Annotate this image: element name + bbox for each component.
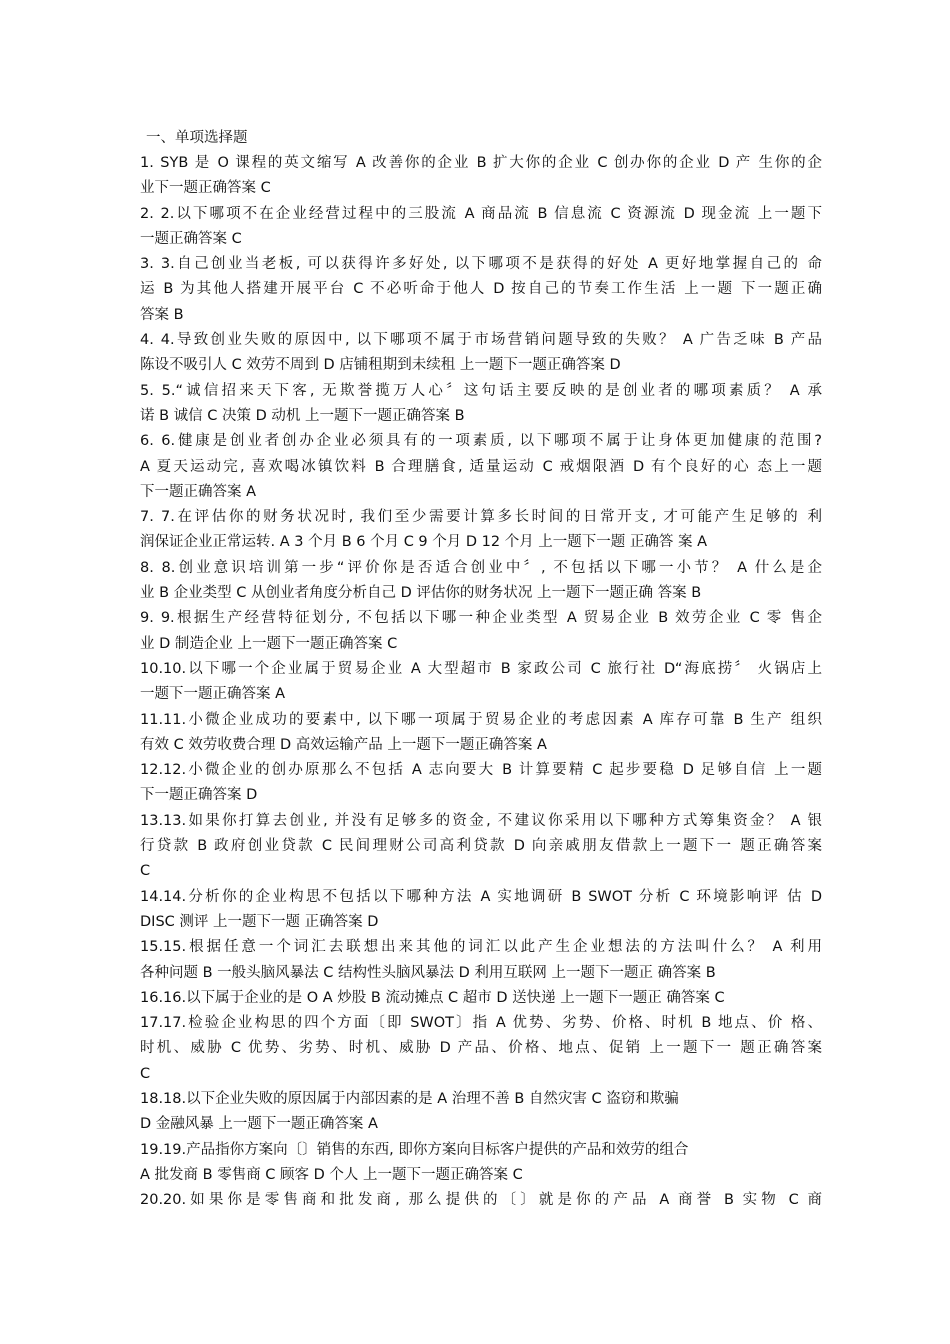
document-body xyxy=(140,126,822,1213)
text-line: 8. 8.创业意识培训第一步“评价你是否适合创业中〞, 不包括以下哪一小节？ A 什么是企 xyxy=(140,559,822,576)
text-line: 12.12.小微企业的创办原那么不包括 A 志向要大 B 计算要精 C 起步要稳 D 足够自信 上一题 xyxy=(140,762,822,779)
text-line: 14.14.分析你的企业构思不包括以下哪种方法 A 实地调研 B SWOT 分析 C 环境影响评 估 D xyxy=(140,888,822,905)
text-line: 润保证企业正常运转. A 3 个月 B 6 个月 C 9 个月 D 12 个月 上一题下一题 正确答 案 A xyxy=(140,534,708,551)
text-line: 业 D 制造企业 上一题下一题正确答案 C xyxy=(140,635,398,652)
section-title: 一、单项选择题 xyxy=(146,130,248,146)
text-line: 一题正确答案 C xyxy=(140,230,242,247)
text-line: 陈设不吸引人 C 效劳不周到 D 店铺租期到未续租 上一题下一题正确答案 D xyxy=(140,357,621,374)
text-line: A 批发商 B 零售商 C 顾客 D 个人 上一题下一题正确答案 C xyxy=(140,1166,523,1183)
text-line: 下一题正确答案 D xyxy=(140,787,258,804)
text-line: 运 B 为其他人搭建开展平台 C 不必听命于他人 D 按自己的节奏工作生活 上一题 下一题正确 xyxy=(140,281,822,298)
text-line: 19.19.产品指你方案向〔〕销售的东西, 即你方案向目标客户提供的产品和效劳的组合 xyxy=(140,1141,689,1158)
text-line: A 夏天运动完, 喜欢喝冰镇饮料 B 合理膳食, 适量运动 C 戒烟限酒 D 有个良好的心 态上一题 xyxy=(140,458,822,475)
text-line: 时机、威胁 C 优势、劣势、时机、威胁 D 产品、价格、地点、促销 上一题下一 题正确答案 xyxy=(140,1040,822,1057)
text-line: 17.17.检验企业构思的四个方面〔即 SWOT〕指 A 优势、劣势、价格、时机 B 地点、价 格、 xyxy=(140,1015,822,1032)
text-line: 4. 4.导致创业失败的原因中, 以下哪项不属于市场营销问题导致的失败？ A 广告乏味 B 产品 xyxy=(140,332,822,349)
text-line: 行贷款 B 政府创业贷款 C 民间理财公司高利贷款 D 向亲戚朋友借款上一题下一 题正确答案 xyxy=(140,838,822,855)
text-line: 9. 9.根据生产经营特征划分, 不包括以下哪一种企业类型 A 贸易企业 B 效劳企业 C 零 售企 xyxy=(140,610,822,627)
question-list xyxy=(140,151,822,1213)
text-line: D 金融风暴 上一题下一题正确答案 A xyxy=(140,1116,378,1133)
text-line: 各种问题 B 一般头脑风暴法 C 结构性头脑风暴法 D 利用互联网 上一题下一题正 确答案 B xyxy=(140,964,716,981)
text-line: 18.18.以下企业失败的原因属于内部因素的是 A 治理不善 B 自然灾害 C 盗窃和欺骗 xyxy=(140,1090,679,1107)
text-line: C xyxy=(140,1065,151,1082)
text-line: 业 B 企业类型 C 从创业者角度分析自己 D 评估你的财务状况 上一题下一题正确 答案 B xyxy=(140,585,702,602)
text-line: 业下一题正确答案 C xyxy=(140,180,271,197)
text-line: 15.15.根据任意一个词汇去联想出来其他的词汇以此产生企业想法的方法叫什么？ A 利用 xyxy=(140,939,822,956)
text-line: 7. 7.在评估你的财务状况时, 我们至少需要计算多长时间的日常开支, 才可能产生足够的 利 xyxy=(140,509,822,526)
text-line: 3. 3.自己创业当老板, 可以获得许多好处, 以下哪项不是获得的好处 A 更好地掌握自己的 命 xyxy=(140,256,822,273)
text-line: 诺 B 诚信 C 决策 D 动机 上一题下一题正确答案 B xyxy=(140,407,465,424)
text-line: 1. SYB 是 O 课程的英文缩写 A 改善你的企业 B 扩大你的企业 C 创办你的企业 D 产 生你的企 xyxy=(140,155,822,171)
text-line: 11.11.小微企业成功的要素中, 以下哪一项属于贸易企业的考虑因素 A 库存可靠 B 生产 组织 xyxy=(140,711,822,728)
text-line: 下一题正确答案 A xyxy=(140,483,257,500)
text-line: 10.10.以下哪一个企业属于贸易企业 A 大型超市 B 家政公司 C 旅行社 D“海底捞〞 火锅店上 xyxy=(140,660,822,677)
text-line: DISC 测评 上一题下一题 正确答案 D xyxy=(140,913,379,930)
text-line: 答案 B xyxy=(140,306,184,323)
text-line: 有效 C 效劳收费合理 D 高效运输产品 上一题下一题正确答案 A xyxy=(140,736,547,753)
text-line: 20.20.如果你是零售商和批发商, 那么提供的〔〕就是你的产品 A 商誉 B 实物 C 商 xyxy=(140,1192,822,1209)
text-line: 16.16.以下属于企业的是 O A 炒股 B 流动摊点 C 超市 D 送快递 上一题下一题正 确答案 C xyxy=(140,989,725,1006)
text-line: 一题下一题正确答案 A xyxy=(140,686,286,703)
text-line: C xyxy=(140,863,151,880)
text-line: 6. 6.健康是创业者创办企业必须具有的一项素质, 以下哪项不属于让身体更加健康的范围? xyxy=(140,433,822,450)
text-line: 13.13.如果你打算去创业, 并没有足够多的资金, 不建议你采用以下哪种方式筹集资金？ A 银 xyxy=(140,812,822,829)
text-line: 2. 2.以下哪项不在企业经营过程中的三股流 A 商品流 B 信息流 C 资源流 D 现金流 上一题下 xyxy=(140,205,822,222)
text-line: 5. 5.“诚信招来天下客, 无欺誉揽万人心〞这句话主要反映的是创业者的哪项素质？ A 承 xyxy=(140,382,822,399)
